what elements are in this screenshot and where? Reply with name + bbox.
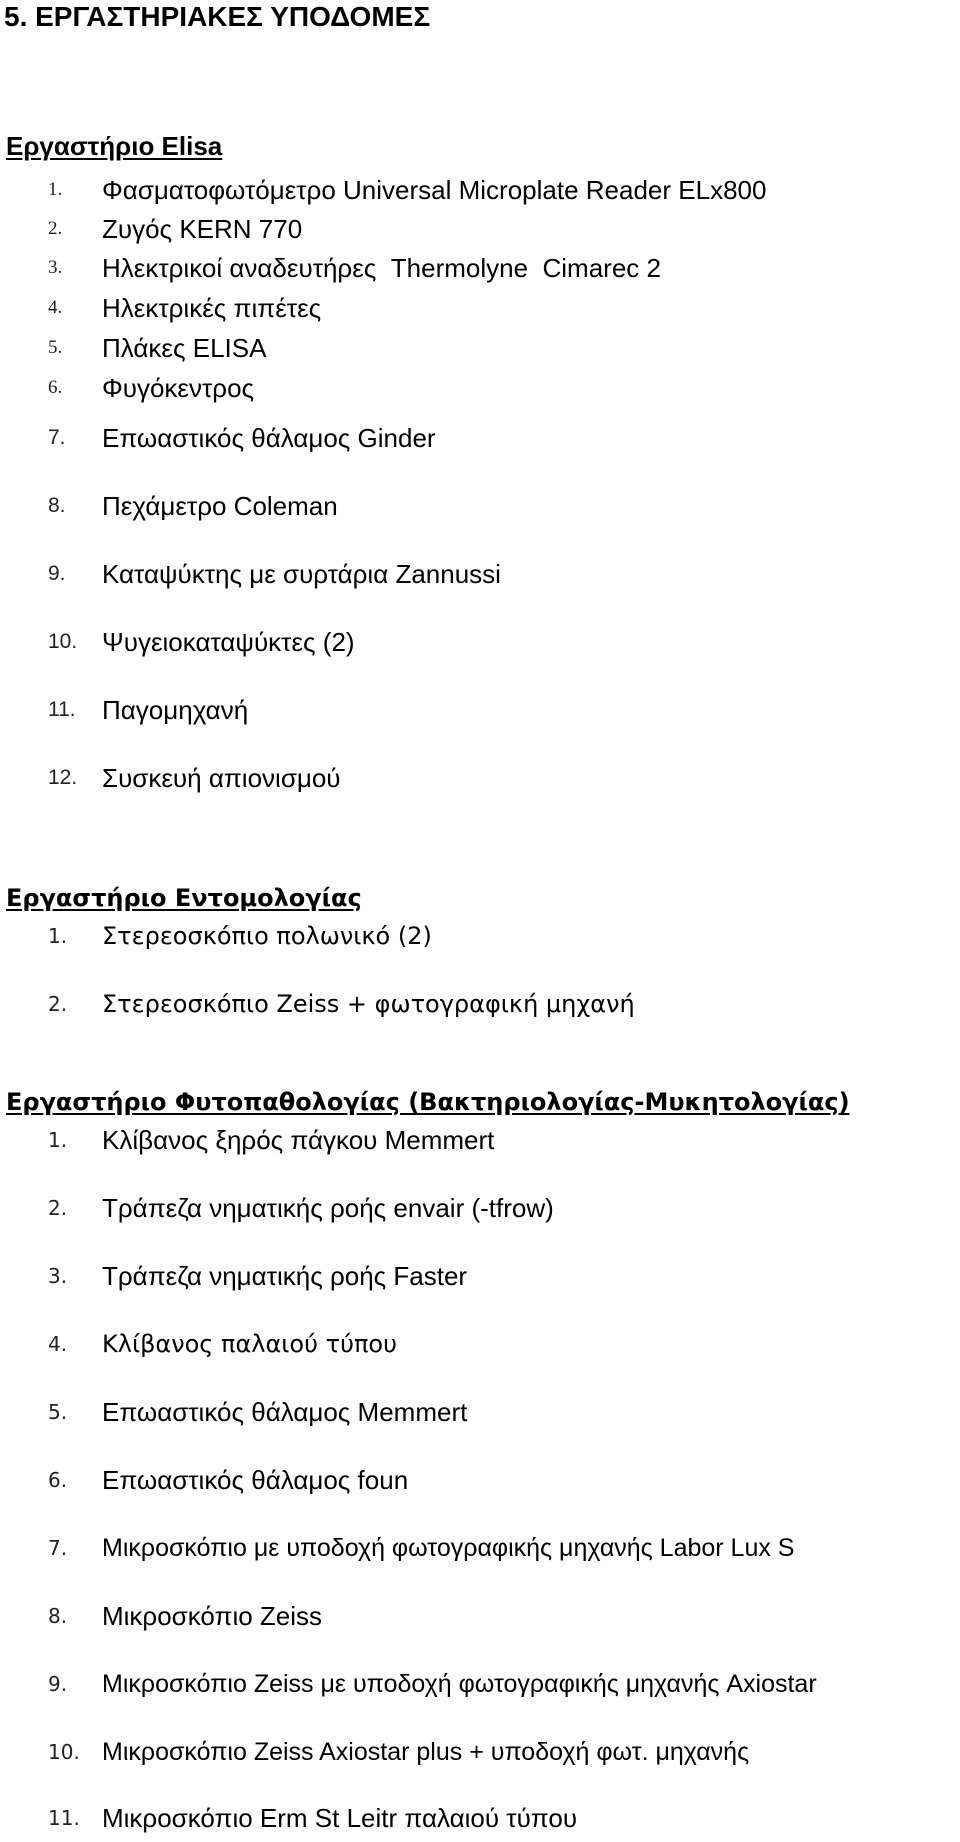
list-item-number: 8. — [48, 494, 66, 517]
list-item-number: 11. — [48, 1806, 80, 1830]
list-item-number: 2. — [48, 1196, 68, 1220]
list-item-number: 10. — [48, 630, 78, 653]
list-item-number: 9. — [48, 1672, 68, 1696]
list-item-number: 8. — [48, 1604, 68, 1628]
list-item-text: Τράπεζα νηματικής ροής Faster — [102, 1261, 468, 1291]
list-item-number: 7. — [48, 426, 66, 449]
document-title: 5. ΕΡΓΑΣΤΗΡΙΑΚΕΣ ΥΠΟΔΟΜΕΣ — [4, 1, 431, 32]
list-item-text: Μικροσκόπιο Zeiss με υποδοχή φωτογραφικής μηχανής Axiostar — [102, 1670, 817, 1698]
list-item-text: Φασματοφωτόμετρο Universal Microplate Reader ELx800 — [102, 175, 767, 205]
list-item-text: Επωαστικός θάλαμος Memmert — [102, 1397, 468, 1427]
list-item-text: Καταψύκτης με συρτάρια Zannussi — [102, 559, 501, 589]
list-item-number: 4. — [48, 297, 63, 318]
list-item-number: 2. — [48, 218, 63, 239]
list-item-number: 3. — [48, 1264, 68, 1288]
list-item-text: Επωαστικός θάλαμος Ginder — [102, 423, 436, 453]
list-item-number: 3. — [48, 257, 63, 278]
list-item-text: Κλίβανος παλαιού τύπου — [102, 1330, 397, 1358]
list-item-text: Φυγόκεντρος — [102, 373, 255, 403]
list-item-number: 5. — [48, 337, 63, 358]
list-item-number: 12. — [48, 766, 78, 789]
list-item-number: 6. — [48, 377, 63, 398]
list-item-number: 5. — [48, 1400, 68, 1424]
list-item-text: Πεχάμετρο Coleman — [102, 491, 338, 521]
list-item-number: 10. — [48, 1740, 80, 1764]
list-item-text: Μικροσκόπιο Zeiss — [102, 1601, 323, 1631]
list-item-number: 6. — [48, 1468, 68, 1492]
list-item-text: Μικροσκόπιο Erm St Leitr παλαιού τύπου — [102, 1803, 578, 1833]
list-item-text: Ηλεκτρικοί αναδευτήρες Thermolyne Cimarec 2 — [102, 253, 661, 283]
list-item-text: Στερεοσκόπιο Zeiss + φωτογραφική μηχανή — [102, 990, 635, 1018]
list-item-text: Παγομηχανή — [102, 695, 249, 725]
list-item-text: Μικροσκόπιο με υποδοχή φωτογραφικής μηχανής Labor Lux S — [102, 1534, 795, 1562]
list-item-text: Πλάκες ELISA — [102, 333, 267, 363]
list-item-number: 1. — [48, 924, 68, 948]
section-heading-entomology: Εργαστήριο Εντομολογίας — [6, 884, 362, 912]
list-item-number: 1. — [48, 179, 63, 200]
list-item-number: 4. — [48, 1332, 68, 1356]
list-item-text: Κλίβανος ξηρός πάγκου Memmert — [102, 1125, 495, 1155]
list-item-text: Επωαστικός θάλαμος foun — [102, 1465, 409, 1495]
section-heading-elisa: Εργαστήριο Elisa — [6, 131, 223, 161]
section-heading-phytopathology: Εργαστήριο Φυτοπαθολογίας (Βακτηριολογίας-Μυκητολογίας) — [6, 1088, 850, 1116]
list-item-text: Στερεοσκόπιο πολωνικό (2) — [102, 922, 432, 950]
list-item-number: 1. — [48, 1128, 68, 1152]
list-item-text: Ηλεκτρικές πιπέτες — [102, 293, 322, 323]
list-item-text: Τράπεζα νηματικής ροής envair (-tfrow) — [102, 1193, 554, 1223]
list-item-number: 9. — [48, 562, 66, 585]
list-item-text: Ψυγειοκαταψύκτες (2) — [102, 627, 355, 657]
list-item-number: 7. — [48, 1536, 68, 1560]
list-item-number: 11. — [48, 698, 76, 721]
list-item-text: Ζυγός KERN 770 — [102, 214, 303, 244]
list-item-text: Μικροσκόπιο Zeiss Axiostar plus + υποδοχή φωτ. μηχανής — [102, 1738, 750, 1766]
list-item-text: Συσκευή απιονισμού — [102, 763, 341, 793]
list-item-number: 2. — [48, 992, 68, 1016]
